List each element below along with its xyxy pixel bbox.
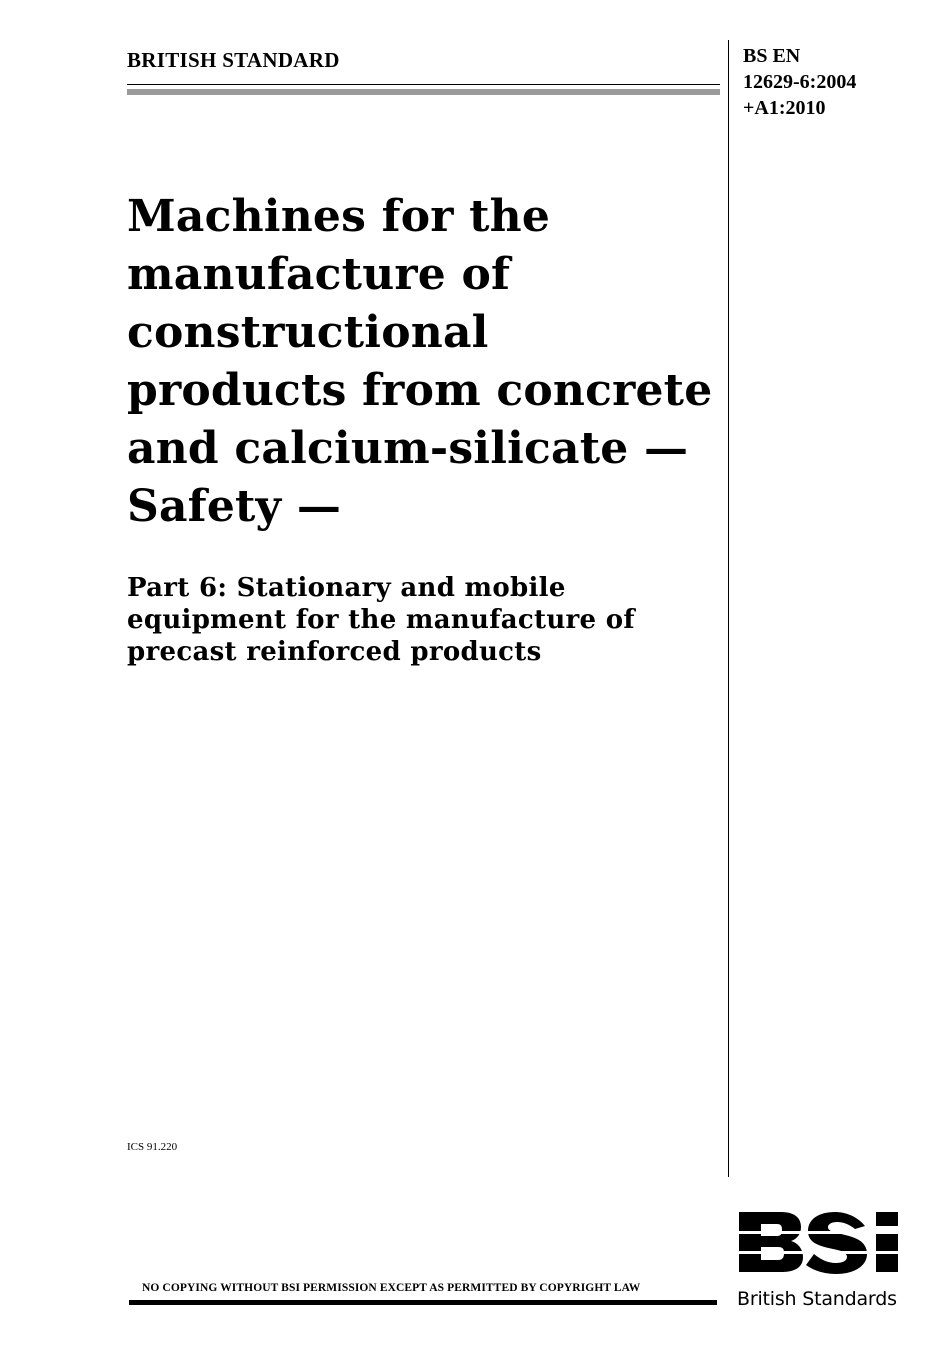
title-line: manufacture of <box>127 249 511 300</box>
footer-divider <box>129 1300 717 1305</box>
standard-number <box>743 43 856 121</box>
title-line: and calcium-silicate — <box>127 423 689 474</box>
subtitle-line: Part 6: Stationary and mobile <box>127 573 566 603</box>
header-divider-thick <box>127 89 720 95</box>
bsi-brand-name: British Standards <box>737 1288 897 1310</box>
bsi-logo-icon <box>737 1210 907 1274</box>
vertical-divider <box>728 40 729 1177</box>
standard-number-line: 12629-6:2004 <box>743 71 857 93</box>
standard-number-line: BS EN <box>743 45 801 67</box>
title-line: Machines for the <box>127 191 551 242</box>
standard-number-line: +A1:2010 <box>743 97 826 119</box>
title-line: products from concrete <box>127 365 713 416</box>
title-line: constructional <box>127 307 489 358</box>
document-type-label: BRITISH STANDARD <box>127 48 340 72</box>
subtitle-line: equipment for the manufacture of <box>127 605 635 635</box>
copyright-notice: NO COPYING WITHOUT BSI PERMISSION EXCEPT AS PERMITTED BY COPYRIGHT LAW <box>142 1282 641 1294</box>
document-title <box>127 188 727 536</box>
subtitle-line: precast reinforced products <box>127 637 542 667</box>
title-line: Safety — <box>127 481 342 532</box>
ics-code: ICS 91.220 <box>127 1141 178 1153</box>
document-subtitle <box>127 572 717 668</box>
header-divider-thin <box>127 84 720 85</box>
